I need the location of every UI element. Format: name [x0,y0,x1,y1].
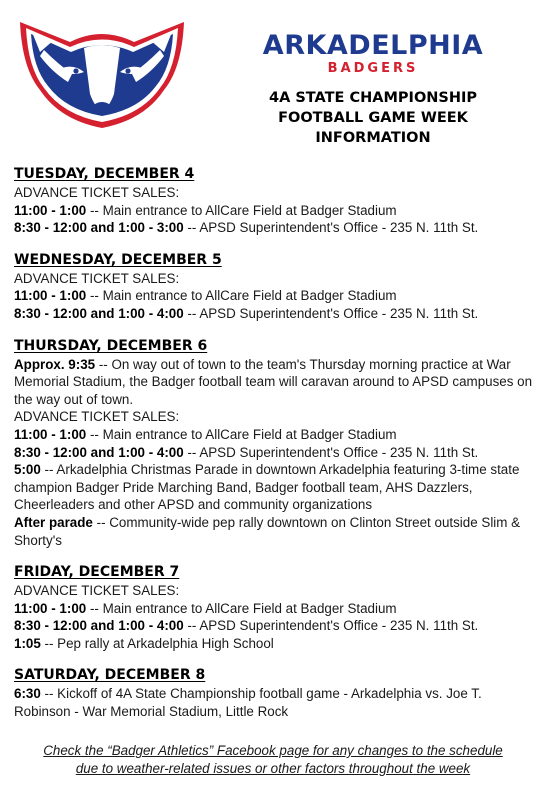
entry-text: -- Kickoff of 4A State Championship football game - Arkadelphia vs. Joe T. Robinson - War Memorial Stadium, Little Rock [14,686,482,720]
schedule-entry [14,219,534,237]
entry-text: -- Main entrance to AllCare Field at Badger Stadium [86,426,397,442]
schedule-entry [14,582,534,600]
day-section [14,251,534,323]
schedule-entry [14,635,534,653]
brand-wordmark [212,30,534,76]
entry-text: -- On way out of town to the team's Thursday morning practice at War Memorial Stadium, the Badger football team will caravan around to APSD campuses on the way out of town. [14,356,533,407]
schedule-entry [14,514,534,549]
schedule [14,165,534,735]
entry-time: 11:00 - 1:00 [14,288,87,304]
mascot-name: BADGERS [327,61,419,76]
entry-time: 8:30 - 12:00 and 1:00 - 4:00 [14,305,184,321]
entry-time: After parade [14,514,93,530]
schedule-entry [14,408,534,426]
entry-time: 8:30 - 12:00 and 1:00 - 4:00 [14,444,184,460]
entry-text: -- Main entrance to AllCare Field at Badger Stadium [86,202,397,218]
schedule-entry [14,426,534,444]
title-line: FOOTBALL GAME WEEK [278,110,468,126]
footer-line: due to weather-related issues or other factors throughout the week [75,761,471,776]
entry-time: 1:05 [14,635,41,651]
entry-text: -- APSD Superintendent's Office - 235 N. 11th St. [183,220,479,236]
schedule-entry [14,202,534,220]
entry-text: -- APSD Superintendent's Office - 235 N. 11th St. [183,444,479,460]
entry-time: 11:00 - 1:00 [14,600,87,616]
entry-text: ADVANCE TICKET SALES: [14,270,180,286]
schedule-entry [14,270,534,288]
schedule-entry [14,600,534,618]
day-section [14,337,534,550]
entry-text: -- APSD Superintendent's Office - 235 N. 11th St. [183,618,479,634]
entry-time: 11:00 - 1:00 [14,202,87,218]
day-heading: THURSDAY, DECEMBER 6 [14,337,208,354]
footer-line: Check the “Badger Athletics” Facebook page for any changes to the schedule [43,743,503,758]
entry-text: -- Main entrance to AllCare Field at Badger Stadium [86,600,397,616]
entry-time: 11:00 - 1:00 [14,426,87,442]
schedule-entry [14,444,534,462]
day-section [14,165,534,237]
entry-text: -- APSD Superintendent's Office - 235 N. 11th St. [183,305,479,321]
day-section [14,563,534,652]
entry-text: -- Main entrance to AllCare Field at Badger Stadium [86,288,397,304]
entry-text: -- Pep rally at Arkadelphia High School [40,635,274,651]
schedule-entry [14,617,534,635]
badger-head-logo-icon [14,12,190,132]
schedule-entry [14,287,534,305]
schedule-entry [14,356,534,409]
footer-note [14,742,532,778]
entry-time: Approx. 9:35 [14,356,96,372]
entry-text: ADVANCE TICKET SALES: [14,583,180,599]
day-heading: WEDNESDAY, DECEMBER 5 [14,251,222,268]
header [0,0,545,160]
page-title [212,88,534,148]
day-section [14,666,534,720]
title-line: INFORMATION [315,130,431,146]
title-line: 4A STATE CHAMPIONSHIP [268,90,478,106]
schedule-entry [14,305,534,323]
entry-time: 8:30 - 12:00 and 1:00 - 4:00 [14,618,184,634]
schedule-entry [14,685,534,720]
entry-time: 5:00 [14,462,41,478]
entry-text: ADVANCE TICKET SALES: [14,185,180,200]
day-heading: FRIDAY, DECEMBER 7 [14,564,180,581]
entry-text: -- Community-wide pep rally downtown on Clinton Street outside Slim & Shorty's [14,514,521,548]
schedule-entry [14,461,534,514]
entry-text: -- Arkadelphia Christmas Parade in downtown Arkadelphia featuring 3-time state champion Badger Pride Marching Band, Badger football team, AHS Dazzlers, Cheerleaders and other APSD and community organizations [14,462,520,513]
day-heading: TUESDAY, DECEMBER 4 [14,166,195,182]
school-name: ARKADELPHIA [262,30,484,61]
entry-time: 6:30 [14,686,41,702]
schedule-entry [14,184,534,202]
day-heading: SATURDAY, DECEMBER 8 [14,667,206,684]
entry-time: 8:30 - 12:00 and 1:00 - 3:00 [14,220,184,236]
entry-text: ADVANCE TICKET SALES: [14,409,180,425]
